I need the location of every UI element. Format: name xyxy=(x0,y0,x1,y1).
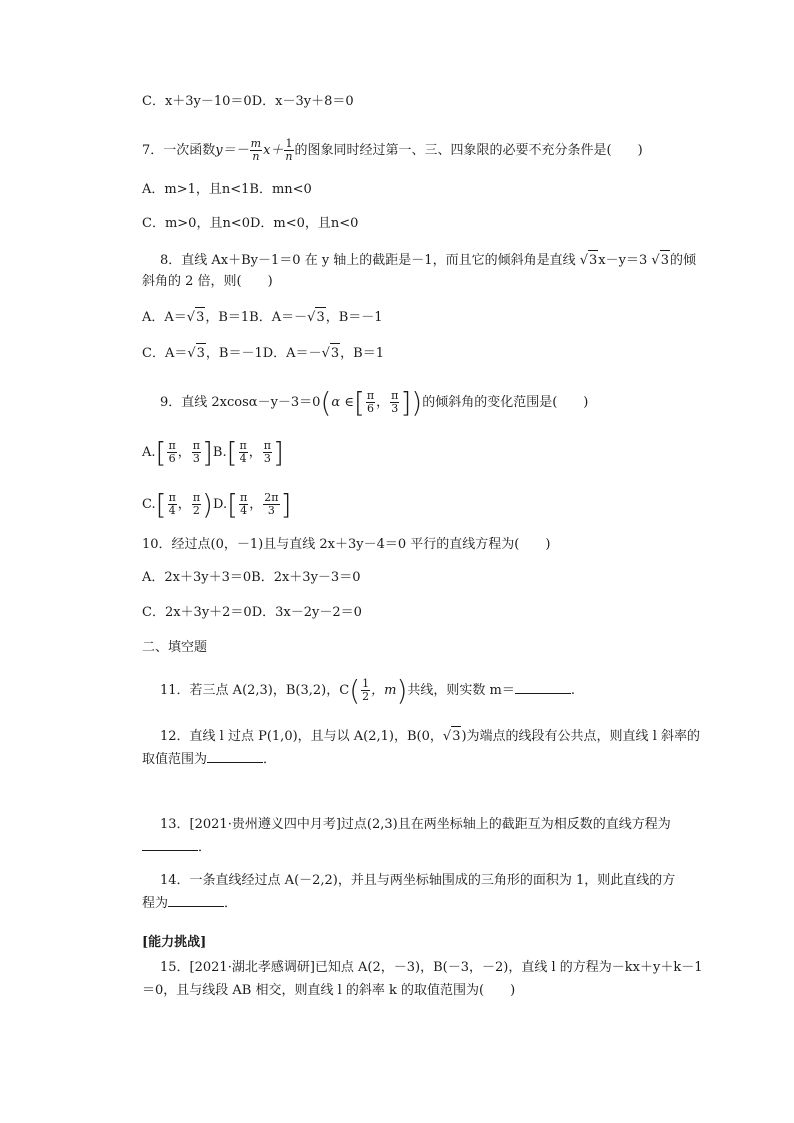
q10-option-cd: C．2x＋3y＋2＝0D．3x－2y－2＝0 xyxy=(142,605,362,620)
q8-stem: 8．直线 Ax＋By－1＝0 在 y 轴上的截距是－1，而且它的倾斜角是直线 √3x－y＝3 √3的倾 xyxy=(160,250,696,271)
q13-stem: 13．[2021·贵州遵义四中月考]过点(2,3)且在两坐标轴上的截距互为相反数的直线方程为 xyxy=(160,817,671,832)
section-fill-blank: 二、填空题 xyxy=(142,640,208,655)
q12-answer-blank[interactable] xyxy=(207,750,263,763)
fraction-m-n: $\frac{m}{n}$ xyxy=(250,137,262,163)
q11-stem: 11．若三点 A(2,3)，B(3,2)，C( $\frac{1}{2}$ ，m)共线，则实数 m＝ . xyxy=(160,673,576,707)
fraction-1-n: $\frac{1}{n}$ xyxy=(285,137,293,163)
q9-option-ab: A.[ $\frac{\pi}{6}$ ， $\frac{\pi}{3}$ ]B.[ $\frac{\pi}{4}$ ， $\frac{\pi}{3}$ ] xyxy=(142,435,284,469)
q15-stem-cont: ＝0，且与线段 AB 相交，则直线 l 的斜率 k 的取值范围为( ) xyxy=(142,983,516,998)
q7-stem: 7．一次函数y＝－ $\frac{m}{n}$ x＋ $\frac{1}{n}$ 的图象同时经过第一、三、四象限的必要不充分条件是( ) xyxy=(142,137,643,163)
q14-answer-blank[interactable] xyxy=(168,894,224,907)
q14-stem: 14．一条直线经过点 A(－2,2)，并且与两坐标轴围成的三角形的面积为 1，则此直线的方 xyxy=(160,873,676,888)
q11-answer-blank[interactable] xyxy=(515,681,571,694)
q15-stem: 15．[2021·湖北孝感调研]已知点 A(2，－3)，B(－3，－2)，直线 l 的方程为－kx＋y＋k－1 xyxy=(160,960,703,975)
q8-option-ab: A．A＝√3，B＝1B．A＝－√3，B＝－1 xyxy=(142,307,383,328)
q12-stem: 12．直线 l 过点 P(1,0)，且与以 A(2,1)，B(0，√3)为端点的线段有公共点，则直线 l 斜率的 xyxy=(160,726,700,747)
q10-option-ab: A．2x＋3y＋3＝0B．2x＋3y－3＝0 xyxy=(142,570,361,585)
q8-option-cd: C．A＝√3，B＝－1D．A＝－√3，B＝1 xyxy=(142,343,384,364)
q7-option-cd: C．m>0，且n<0D．m<0，且n<0 xyxy=(142,216,359,231)
q9-option-cd: C.[ $\frac{\pi}{4}$ ， $\frac{\pi}{2}$ )D.[ $\frac{\pi}{4}$ ， $\frac{2\pi}{3}$ ] xyxy=(142,487,292,521)
q13-answer-blank[interactable] xyxy=(142,838,198,851)
q9-stem: 9．直线 2xcosα－y－3＝0(α ∈[ $\frac{\pi}{6}$ ， $\frac{\pi}{3}$ ])的倾斜角的变化范围是( ) xyxy=(160,385,589,419)
q14-stem-cont: 程为 ． xyxy=(142,896,238,911)
q13-stem-cont: ． xyxy=(142,838,211,858)
q10-stem: 10．经过点(0，－1)且与直线 2x＋3y－4＝0 平行的直线方程为( ) xyxy=(142,537,551,552)
q7-option-ab: A．m>1，且n<1B．mn<0 xyxy=(142,182,312,197)
q8-stem-cont: 斜角的 2 倍，则( ) xyxy=(142,274,273,289)
q12-stem-cont: 取值范围为 ． xyxy=(142,752,277,767)
q6-option-cd: C．x＋3y－10＝0D．x－3y＋8＝0 xyxy=(142,94,354,109)
section-ability-challenge: [能力挑战] xyxy=(142,935,207,950)
